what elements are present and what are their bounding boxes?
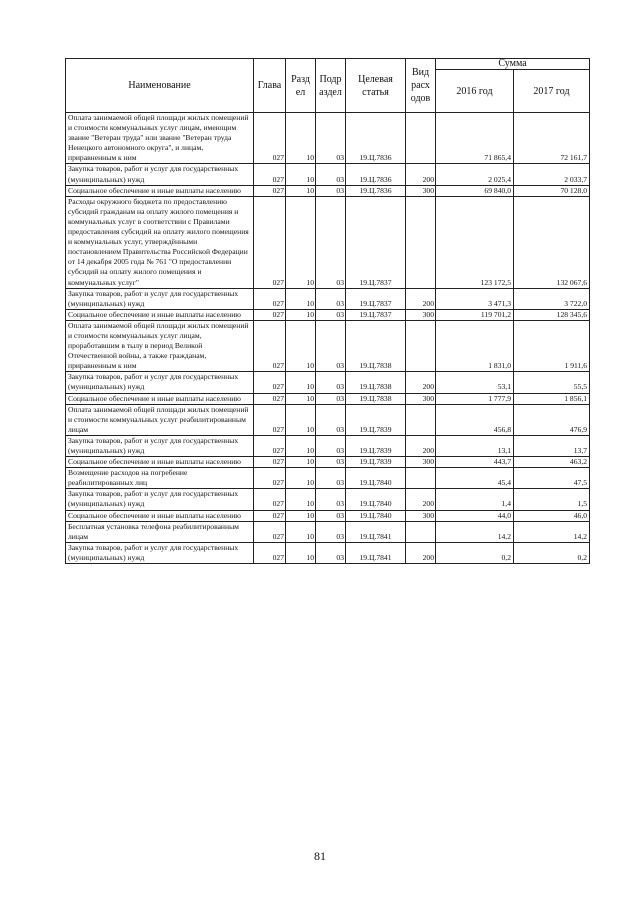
cell-podrazdel: 03: [316, 320, 346, 371]
cell-2017: 0,2: [514, 542, 590, 563]
cell-2016: 119 701,2: [436, 309, 514, 320]
cell-target: 19.Ц.7838: [346, 372, 406, 393]
cell-kind: [406, 113, 436, 164]
cell-2017: 476,9: [514, 404, 590, 435]
header-glava: Глава: [254, 59, 286, 113]
cell-name: Оплата занимаемой общей площади жилых помещений и стоимости коммунальных услуг реабилитированным лицам: [66, 404, 254, 435]
table-row: [66, 372, 590, 393]
cell-name: Социальное обеспечение и иные выплаты населению: [66, 185, 254, 196]
cell-razdel: 10: [286, 288, 316, 309]
cell-name: Закупка товаров, работ и услуг для государственных (муниципальных) нужд: [66, 372, 254, 393]
cell-name: Оплата занимаемой общей площади жилых помещений и стоимости коммунальных услуг лицам, имеющим звание "Ветеран труда" или звание "Ветеран труда Ненецкого автономного округа", и лицам, приравненным к ним: [66, 113, 254, 164]
cell-kind: 200: [406, 542, 436, 563]
cell-kind: [406, 196, 436, 288]
cell-kind: [406, 521, 436, 542]
cell-target: 19.Ц.7838: [346, 393, 406, 404]
table-row: [66, 309, 590, 320]
table-row: [66, 113, 590, 164]
header-year-2016: 2016 год: [436, 70, 514, 113]
cell-2016: 1 777,9: [436, 393, 514, 404]
cell-razdel: 10: [286, 185, 316, 196]
cell-razdel: 10: [286, 542, 316, 563]
cell-podrazdel: 03: [316, 288, 346, 309]
table-body: [66, 113, 590, 564]
cell-2016: 1 831,0: [436, 320, 514, 371]
cell-podrazdel: 03: [316, 457, 346, 468]
cell-glava: 027: [254, 510, 286, 521]
cell-target: 19.Ц.7839: [346, 435, 406, 456]
cell-razdel: 10: [286, 489, 316, 510]
cell-glava: 027: [254, 542, 286, 563]
table-row: [66, 542, 590, 563]
cell-razdel: 10: [286, 393, 316, 404]
cell-razdel: 10: [286, 320, 316, 371]
cell-kind: 300: [406, 457, 436, 468]
cell-razdel: 10: [286, 468, 316, 489]
header-podrazdel: Подр аздел: [316, 59, 346, 113]
cell-glava: 027: [254, 288, 286, 309]
cell-glava: 027: [254, 196, 286, 288]
cell-2017: 14,2: [514, 521, 590, 542]
cell-2017: 70 128,0: [514, 185, 590, 196]
budget-table-sheet: [65, 58, 589, 564]
cell-2016: 123 172,5: [436, 196, 514, 288]
cell-glava: 027: [254, 457, 286, 468]
cell-2017: 132 067,6: [514, 196, 590, 288]
cell-kind: 300: [406, 393, 436, 404]
cell-name: Социальное обеспечение и иные выплаты населению: [66, 309, 254, 320]
table-row: [66, 320, 590, 371]
cell-2016: 456,8: [436, 404, 514, 435]
header-target: Целевая статья: [346, 59, 406, 113]
cell-podrazdel: 03: [316, 521, 346, 542]
cell-glava: 027: [254, 404, 286, 435]
cell-glava: 027: [254, 521, 286, 542]
cell-razdel: 10: [286, 510, 316, 521]
cell-target: 19.Ц.7836: [346, 113, 406, 164]
cell-target: 19.Ц.7839: [346, 404, 406, 435]
table-header: [66, 59, 590, 113]
header-name: Наименование: [66, 59, 254, 113]
cell-podrazdel: 03: [316, 164, 346, 185]
table-row: [66, 468, 590, 489]
cell-podrazdel: 03: [316, 372, 346, 393]
cell-glava: 027: [254, 113, 286, 164]
cell-glava: 027: [254, 164, 286, 185]
cell-name: Социальное обеспечение и иные выплаты населению: [66, 510, 254, 521]
header-razdel: Разд ел: [286, 59, 316, 113]
cell-target: 19.Ц.7837: [346, 309, 406, 320]
cell-target: 19.Ц.7836: [346, 185, 406, 196]
cell-kind: 300: [406, 510, 436, 521]
cell-target: 19.Ц.7837: [346, 288, 406, 309]
cell-2017: 13,7: [514, 435, 590, 456]
table-row: [66, 404, 590, 435]
table-row: [66, 435, 590, 456]
cell-kind: 300: [406, 185, 436, 196]
budget-table: [65, 58, 590, 564]
cell-2016: 2 025,4: [436, 164, 514, 185]
cell-2017: 55,5: [514, 372, 590, 393]
cell-name: Социальное обеспечение и иные выплаты населению: [66, 457, 254, 468]
cell-podrazdel: 03: [316, 113, 346, 164]
cell-glava: 027: [254, 393, 286, 404]
table-row: [66, 457, 590, 468]
header-kind: Вид расх одов: [406, 59, 436, 113]
cell-2017: 1,5: [514, 489, 590, 510]
cell-target: 19.Ц.7836: [346, 164, 406, 185]
cell-podrazdel: 03: [316, 435, 346, 456]
cell-target: 19.Ц.7840: [346, 489, 406, 510]
cell-kind: [406, 404, 436, 435]
cell-podrazdel: 03: [316, 309, 346, 320]
cell-name: Расходы окружного бюджета по предоставлению субсидий гражданам на оплату жилого помещения и коммунальных услуг в соответствии с Правилами предоставления субсидий на оплату жилого помещения и коммунальных услуг, утверждёнными постановлением Правительства Российской Федерации от 14 декабря 2005 года № 761 "О предоставлении субсидий на оплату жилого помещения и коммунальных услуг": [66, 196, 254, 288]
cell-glava: 027: [254, 185, 286, 196]
cell-kind: 300: [406, 309, 436, 320]
cell-2016: 3 471,3: [436, 288, 514, 309]
table-row: [66, 393, 590, 404]
cell-2017: 2 033,7: [514, 164, 590, 185]
cell-2016: 45,4: [436, 468, 514, 489]
cell-glava: 027: [254, 372, 286, 393]
cell-2017: 463,2: [514, 457, 590, 468]
cell-glava: 027: [254, 468, 286, 489]
cell-target: 19.Ц.7837: [346, 196, 406, 288]
cell-2017: 47,5: [514, 468, 590, 489]
page-number: 81: [314, 849, 326, 863]
cell-name: Закупка товаров, работ и услуг для государственных (муниципальных) нужд: [66, 489, 254, 510]
cell-name: Оплата занимаемой общей площади жилых помещений и стоимости коммунальных услуг лицам, проработавшим в тылу в период Великой Отечественной войны, а также гражданам, приравненным к ним: [66, 320, 254, 371]
cell-razdel: 10: [286, 164, 316, 185]
cell-kind: 200: [406, 489, 436, 510]
cell-2016: 44,0: [436, 510, 514, 521]
cell-name: Закупка товаров, работ и услуг для государственных (муниципальных) нужд: [66, 288, 254, 309]
cell-target: 19.Ц.7840: [346, 468, 406, 489]
cell-target: 19.Ц.7839: [346, 457, 406, 468]
cell-kind: 200: [406, 288, 436, 309]
cell-name: Закупка товаров, работ и услуг для государственных (муниципальных) нужд: [66, 164, 254, 185]
cell-kind: 200: [406, 372, 436, 393]
table-row: [66, 489, 590, 510]
cell-2016: 13,1: [436, 435, 514, 456]
cell-kind: [406, 320, 436, 371]
cell-kind: [406, 468, 436, 489]
cell-target: 19.Ц.7841: [346, 542, 406, 563]
cell-kind: 200: [406, 164, 436, 185]
table-row: [66, 185, 590, 196]
cell-target: 19.Ц.7840: [346, 510, 406, 521]
table-row: [66, 288, 590, 309]
cell-glava: 027: [254, 320, 286, 371]
cell-2017: 1 856,1: [514, 393, 590, 404]
cell-razdel: 10: [286, 457, 316, 468]
cell-podrazdel: 03: [316, 404, 346, 435]
cell-glava: 027: [254, 489, 286, 510]
cell-glava: 027: [254, 435, 286, 456]
cell-2017: 1 911,6: [514, 320, 590, 371]
cell-2017: 72 161,7: [514, 113, 590, 164]
cell-razdel: 10: [286, 309, 316, 320]
table-row: [66, 510, 590, 521]
table-row: [66, 164, 590, 185]
cell-2017: 3 722,0: [514, 288, 590, 309]
cell-podrazdel: 03: [316, 393, 346, 404]
cell-name: Закупка товаров, работ и услуг для государственных (муниципальных) нужд: [66, 542, 254, 563]
table-row: [66, 196, 590, 288]
cell-razdel: 10: [286, 521, 316, 542]
cell-podrazdel: 03: [316, 185, 346, 196]
cell-razdel: 10: [286, 196, 316, 288]
cell-2016: 443,7: [436, 457, 514, 468]
cell-podrazdel: 03: [316, 196, 346, 288]
cell-2016: 53,1: [436, 372, 514, 393]
cell-target: 19.Ц.7838: [346, 320, 406, 371]
cell-name: Социальное обеспечение и иные выплаты населению: [66, 393, 254, 404]
cell-2016: 14,2: [436, 521, 514, 542]
cell-podrazdel: 03: [316, 510, 346, 521]
cell-2016: 71 865,4: [436, 113, 514, 164]
cell-podrazdel: 03: [316, 542, 346, 563]
cell-name: Возмещение расходов на погребение реабилитированных лиц: [66, 468, 254, 489]
cell-2016: 0,2: [436, 542, 514, 563]
header-sum: Сумма: [436, 59, 590, 70]
cell-podrazdel: 03: [316, 489, 346, 510]
cell-kind: 200: [406, 435, 436, 456]
cell-razdel: 10: [286, 372, 316, 393]
table-row: [66, 521, 590, 542]
cell-name: Бесплатная установка телефона реабилитированным лицам: [66, 521, 254, 542]
cell-glava: 027: [254, 309, 286, 320]
header-year-2017: 2017 год: [514, 70, 590, 113]
cell-2016: 1,4: [436, 489, 514, 510]
cell-podrazdel: 03: [316, 468, 346, 489]
cell-target: 19.Ц.7841: [346, 521, 406, 542]
cell-2017: 128 345,6: [514, 309, 590, 320]
cell-2016: 69 840,0: [436, 185, 514, 196]
cell-razdel: 10: [286, 404, 316, 435]
cell-2017: 46,0: [514, 510, 590, 521]
cell-razdel: 10: [286, 113, 316, 164]
cell-razdel: 10: [286, 435, 316, 456]
cell-name: Закупка товаров, работ и услуг для государственных (муниципальных) нужд: [66, 435, 254, 456]
